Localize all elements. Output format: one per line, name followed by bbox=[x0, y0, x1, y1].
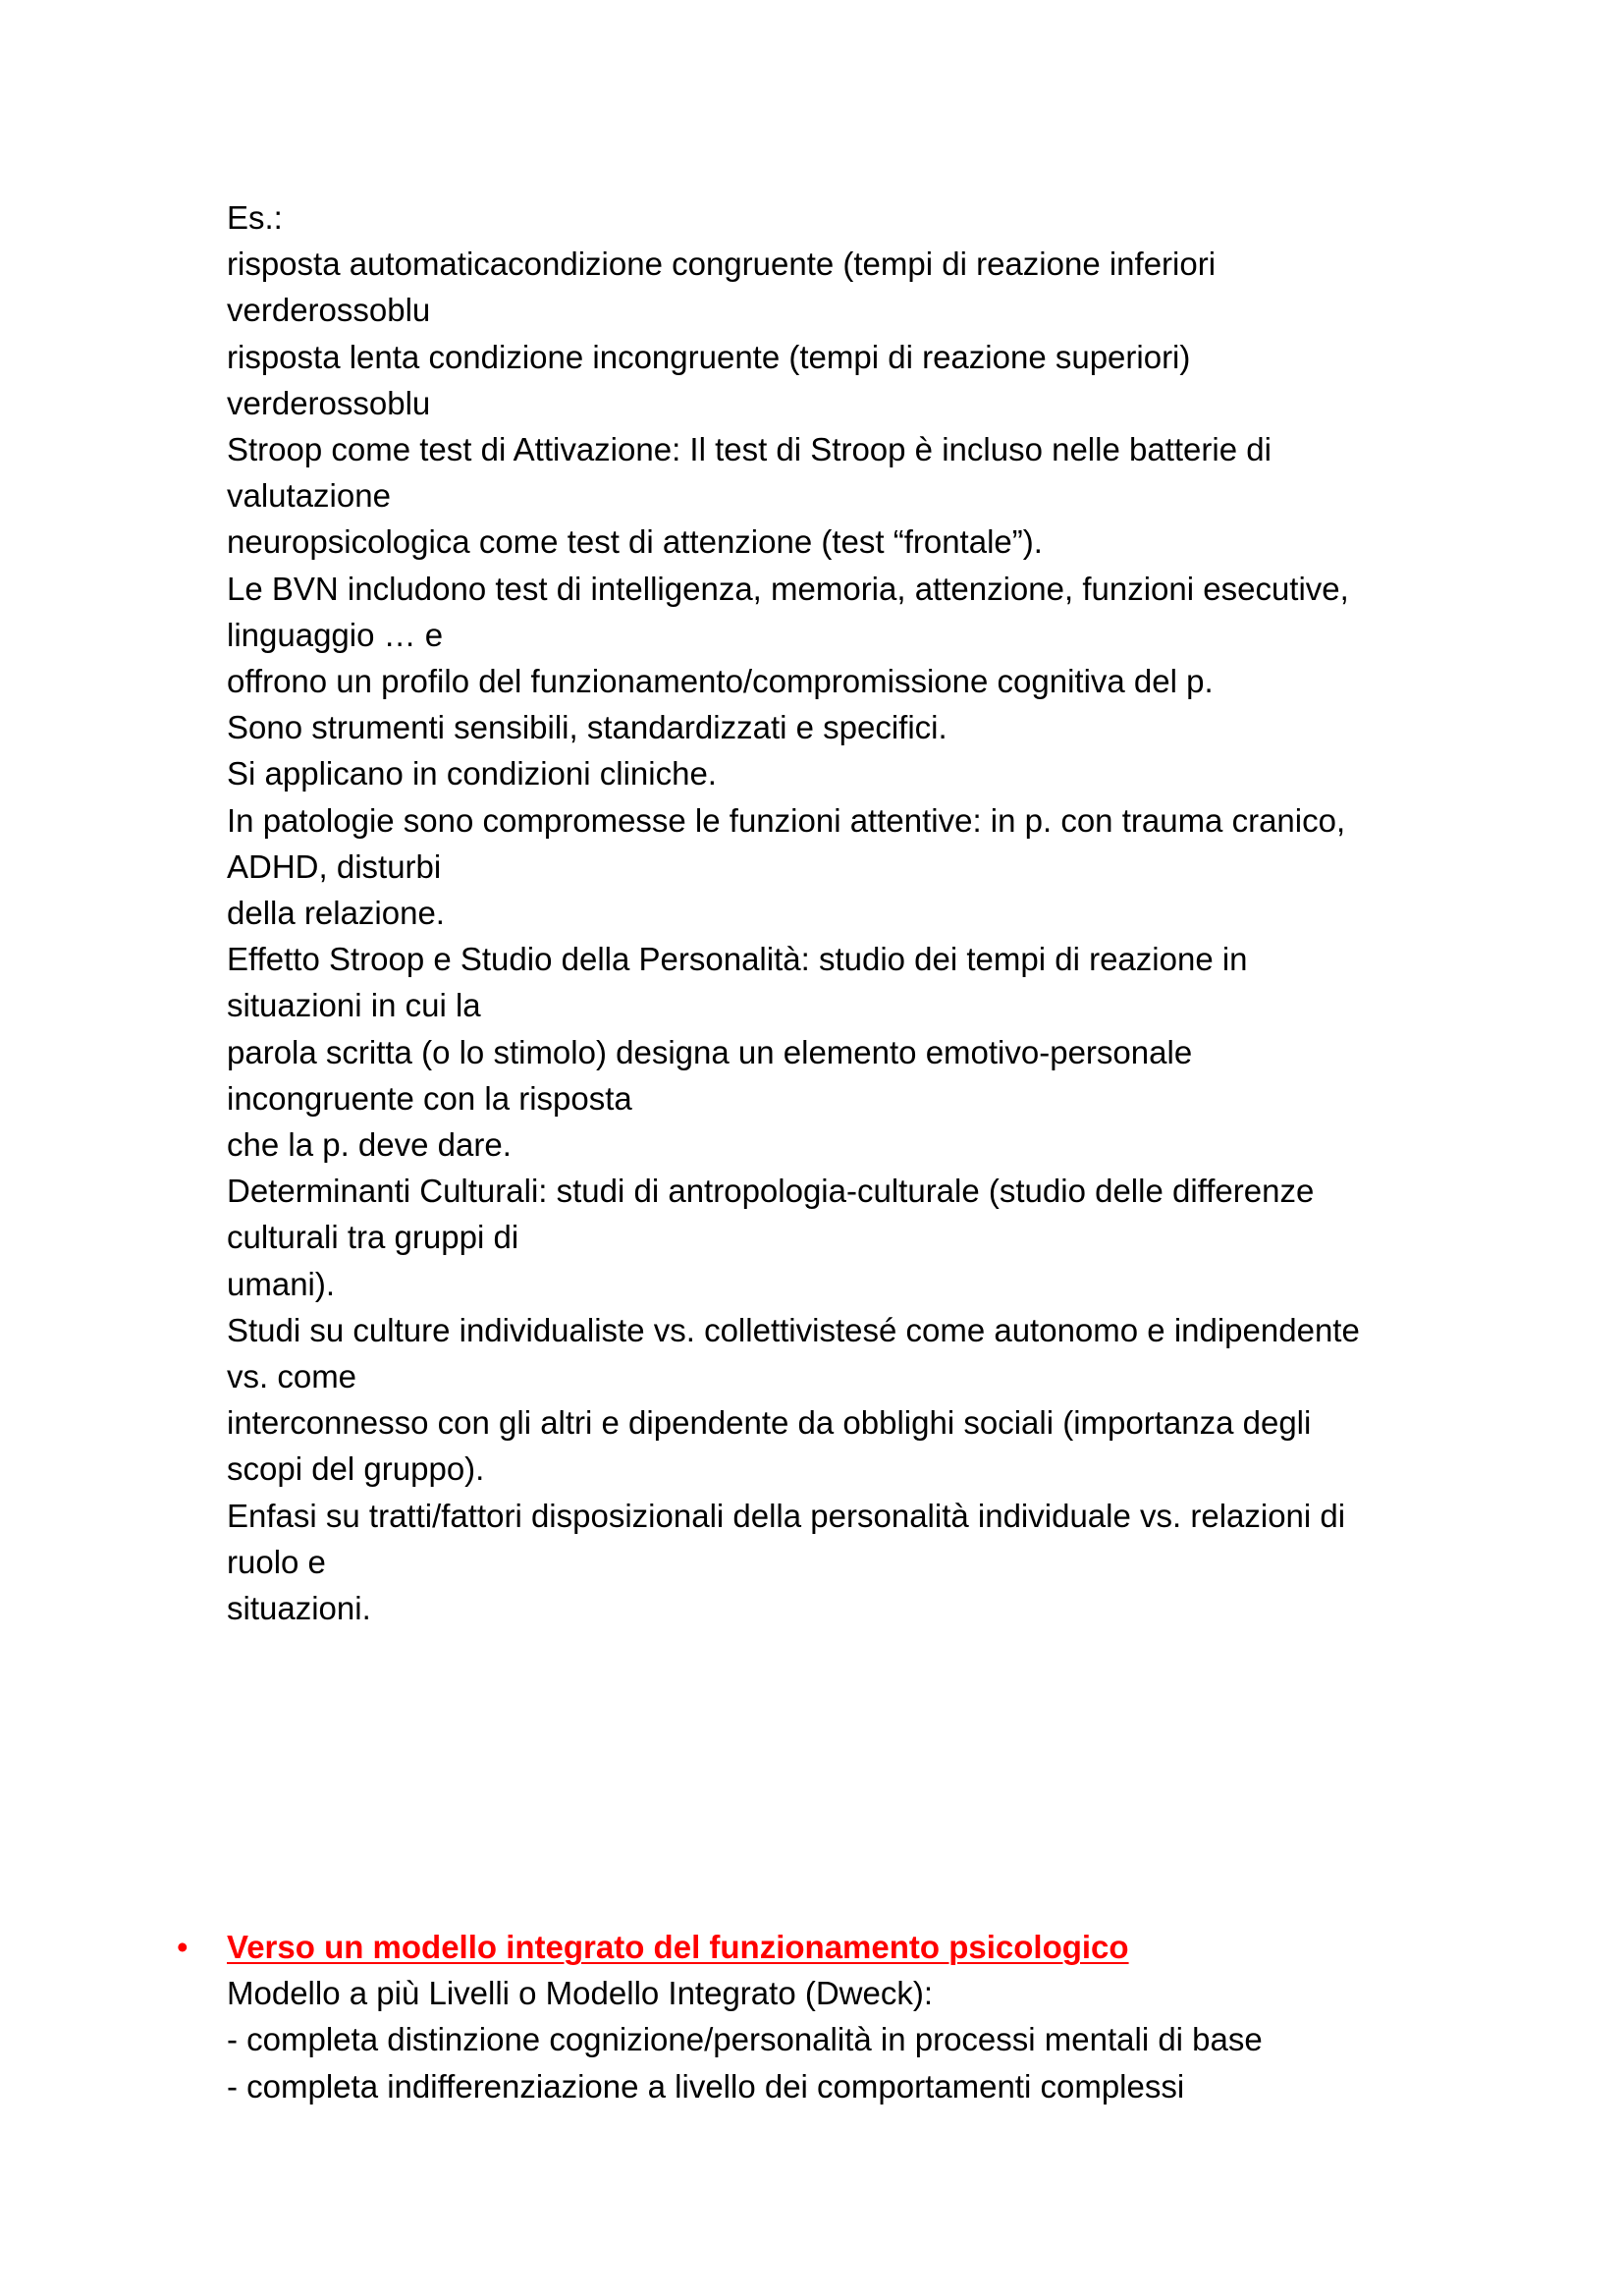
body-line: ADHD, disturbi bbox=[227, 847, 442, 885]
section-heading: Verso un modello integrato del funzionamento psicologico bbox=[227, 1929, 1129, 1965]
body-line: Sono strumenti sensibili, standardizzati e specifici. bbox=[227, 709, 947, 746]
section-line: Modello a più Livelli o Modello Integrato (Dweck): bbox=[227, 1975, 934, 2012]
body-line: che la p. deve dare. bbox=[227, 1126, 512, 1164]
body-line: Si applicano in condizioni cliniche. bbox=[227, 755, 717, 793]
body-line: Determinanti Culturali: studi di antropologia-culturale (studio delle differenze bbox=[227, 1173, 1315, 1210]
body-line: scopi del gruppo). bbox=[227, 1450, 485, 1488]
section-line: - completa distinzione cognizione/personalità in processi mentali di base bbox=[227, 2021, 1263, 2058]
body-line: risposta lenta condizione incongruente (tempi di reazione superiori) bbox=[227, 338, 1191, 375]
body-line: culturali tra gruppi di bbox=[227, 1219, 519, 1256]
bullet-icon: • bbox=[177, 1929, 189, 1965]
body-line: Studi su culture individualiste vs. collettivistesé come autonomo e indipendente bbox=[227, 1311, 1360, 1348]
body-line: In patologie sono compromesse le funzioni attentive: in p. con trauma cranico, bbox=[227, 801, 1346, 839]
body-line: umani). bbox=[227, 1265, 336, 1302]
body-line: Enfasi su tratti/fattori disposizionali della personalità individuale vs. relazioni di bbox=[227, 1497, 1346, 1534]
body-line: incongruente con la risposta bbox=[227, 1079, 632, 1117]
bullet-item bbox=[177, 1924, 1532, 1970]
body-line: Effetto Stroop e Studio della Personalità: studio dei tempi di reazione in bbox=[227, 941, 1248, 978]
body-line: Stroop come test di Attivazione: Il test di Stroop è incluso nelle batterie di bbox=[227, 431, 1272, 468]
body-line: valutazione bbox=[227, 477, 391, 515]
body-line: Le BVN includono test di intelligenza, memoria, attenzione, funzioni esecutive, bbox=[227, 570, 1349, 607]
body-line: linguaggio … e bbox=[227, 616, 444, 653]
body-line: Es.: bbox=[227, 199, 283, 236]
body-line: interconnesso con gli altri e dipendente da obblighi sociali (importanza degli bbox=[227, 1404, 1312, 1442]
section-body bbox=[177, 1970, 1532, 2109]
body-line: ruolo e bbox=[227, 1543, 326, 1580]
section-line: - completa indifferenziazione a livello dei comportamenti complessi bbox=[227, 2067, 1185, 2105]
body-line: verderossoblu bbox=[227, 384, 431, 421]
section-integrated-model bbox=[177, 1924, 1532, 2109]
body-line: neuropsicologica come test di attenzione (test “frontale”). bbox=[227, 523, 1043, 561]
body-line: della relazione. bbox=[227, 895, 445, 932]
body-line: situazioni in cui la bbox=[227, 987, 481, 1024]
body-line: vs. come bbox=[227, 1358, 357, 1395]
body-line: situazioni. bbox=[227, 1590, 371, 1627]
body-line: verderossoblu bbox=[227, 292, 431, 329]
body-text bbox=[227, 194, 1503, 1631]
body-line: risposta automaticacondizione congruente (tempi di reazione inferiori bbox=[227, 246, 1217, 283]
body-line: offrono un profilo del funzionamento/compromissione cognitiva del p. bbox=[227, 663, 1214, 700]
body-line: parola scritta (o lo stimolo) designa un elemento emotivo-personale bbox=[227, 1033, 1193, 1070]
